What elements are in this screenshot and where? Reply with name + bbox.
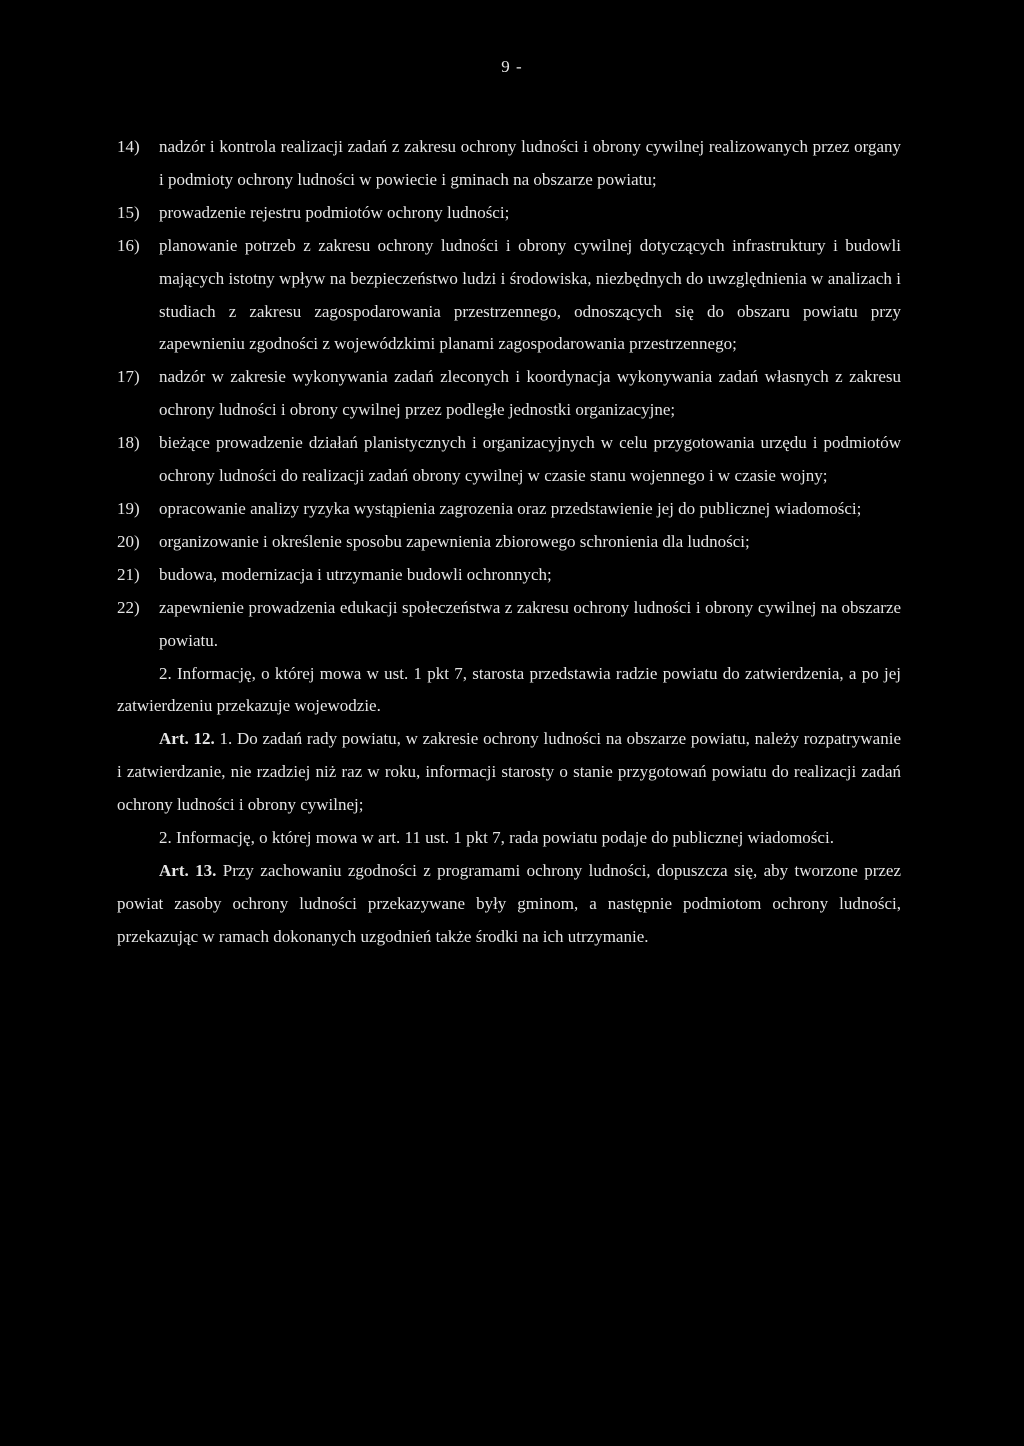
document-body (117, 131, 901, 954)
item-number: 16) (117, 235, 140, 255)
list-item (117, 592, 901, 658)
item-number: 21) (117, 564, 140, 584)
paragraph-text: 1. Do zadań rady powiatu, w zakresie ochrony ludności na obszarze powiatu, należy rozpatrywanie i zatwierdzanie, nie rzadziej niż raz w roku, informacji starosty o stanie przygotowań powiatu do realizacji zadań ochrony ludności i obrony cywilnej; (117, 729, 901, 815)
item-number: 15) (117, 202, 140, 222)
item-text: nadzór w zakresie wykonywania zadań zleconych i koordynacja wykonywania zadań własnych z zakresu ochrony ludności i obrony cywilnej przez podległe jednostki organizacyjne; (159, 367, 901, 420)
item-number: 22) (117, 597, 140, 617)
article-label: Art. 12. (159, 729, 215, 749)
item-text: budowa, modernizacja i utrzymanie budowli ochronnych; (159, 564, 552, 584)
article-paragraph (117, 723, 901, 822)
list-item (117, 559, 901, 592)
paragraph-text: 2. Informację, o której mowa w art. 11 ust. 1 pkt 7, rada powiatu podaje do publicznej wiadomości. (159, 828, 834, 848)
item-text: prowadzenie rejestru podmiotów ochrony ludności; (159, 202, 510, 222)
list-item (117, 427, 901, 493)
list-item (117, 131, 901, 197)
item-number: 14) (117, 137, 140, 156)
list-item (117, 493, 901, 526)
article-label: Art. 13. (159, 860, 217, 880)
item-number: 18) (117, 433, 140, 453)
list-item (117, 230, 901, 362)
list-item (117, 361, 901, 427)
paragraph-text: 2. Informację, o której mowa w ust. 1 pkt 7, starosta przedstawia radzie powiatu do zatwierdzenia, a po jej zatwierdzeniu przekazuje wojewodzie. (117, 663, 901, 716)
list-item (117, 197, 901, 230)
item-number: 19) (117, 498, 140, 518)
article-paragraph (117, 855, 901, 954)
item-text: bieżące prowadzenie działań planistycznych i organizacyjnych w celu przygotowania urzędu i podmiotów ochrony ludności do realizacji zadań obrony cywilnej w czasie stanu wojennego i w czasie wojny; (159, 433, 901, 486)
paragraph (117, 658, 901, 724)
paragraph (117, 822, 901, 855)
item-text: zapewnienie prowadzenia edukacji społeczeństwa z zakresu ochrony ludności i obrony cywilnej na obszarze powiatu. (159, 597, 901, 650)
list-item (117, 526, 901, 559)
item-text: opracowanie analizy ryzyka wystąpienia zagrozenia oraz przedstawienie jej do publicznej wiadomości; (159, 498, 862, 518)
item-text: planowanie potrzeb z zakresu ochrony ludności i obrony cywilnej dotyczących infrastruktury i budowli mających istotny wpływ na bezpieczeństwo ludzi i środowiska, niezbędnych do uwzględnienia w analizach i studiach z zakresu zagospodarowania przestrzennego, odnoszących się do obszaru powiatu przy zapewnieniu zgodności z wojewódzkimi planami zagospodarowania przestrzennego; (159, 235, 901, 354)
item-number: 20) (117, 531, 140, 551)
item-text: nadzór i kontrola realizacji zadań z zakresu ochrony ludności i obrony cywilnej realizowanych przez organy i podmioty ochrony ludności w powiecie i gminach na obszarze powiatu; (159, 137, 901, 189)
page-number: 9 - (501, 57, 523, 76)
item-text: organizowanie i określenie sposobu zapewnienia zbiorowego schronienia dla ludności; (159, 531, 750, 551)
paragraph-text: Przy zachowaniu zgodności z programami ochrony ludności, dopuszcza się, aby tworzone przez powiat zasoby ochrony ludności przekazywane były gminom, a następnie podmiotom ochrony ludności, przekazując w ramach dokonanych uzgodnień także środki na ich utrzymanie. (117, 860, 901, 946)
item-number: 17) (117, 367, 140, 387)
